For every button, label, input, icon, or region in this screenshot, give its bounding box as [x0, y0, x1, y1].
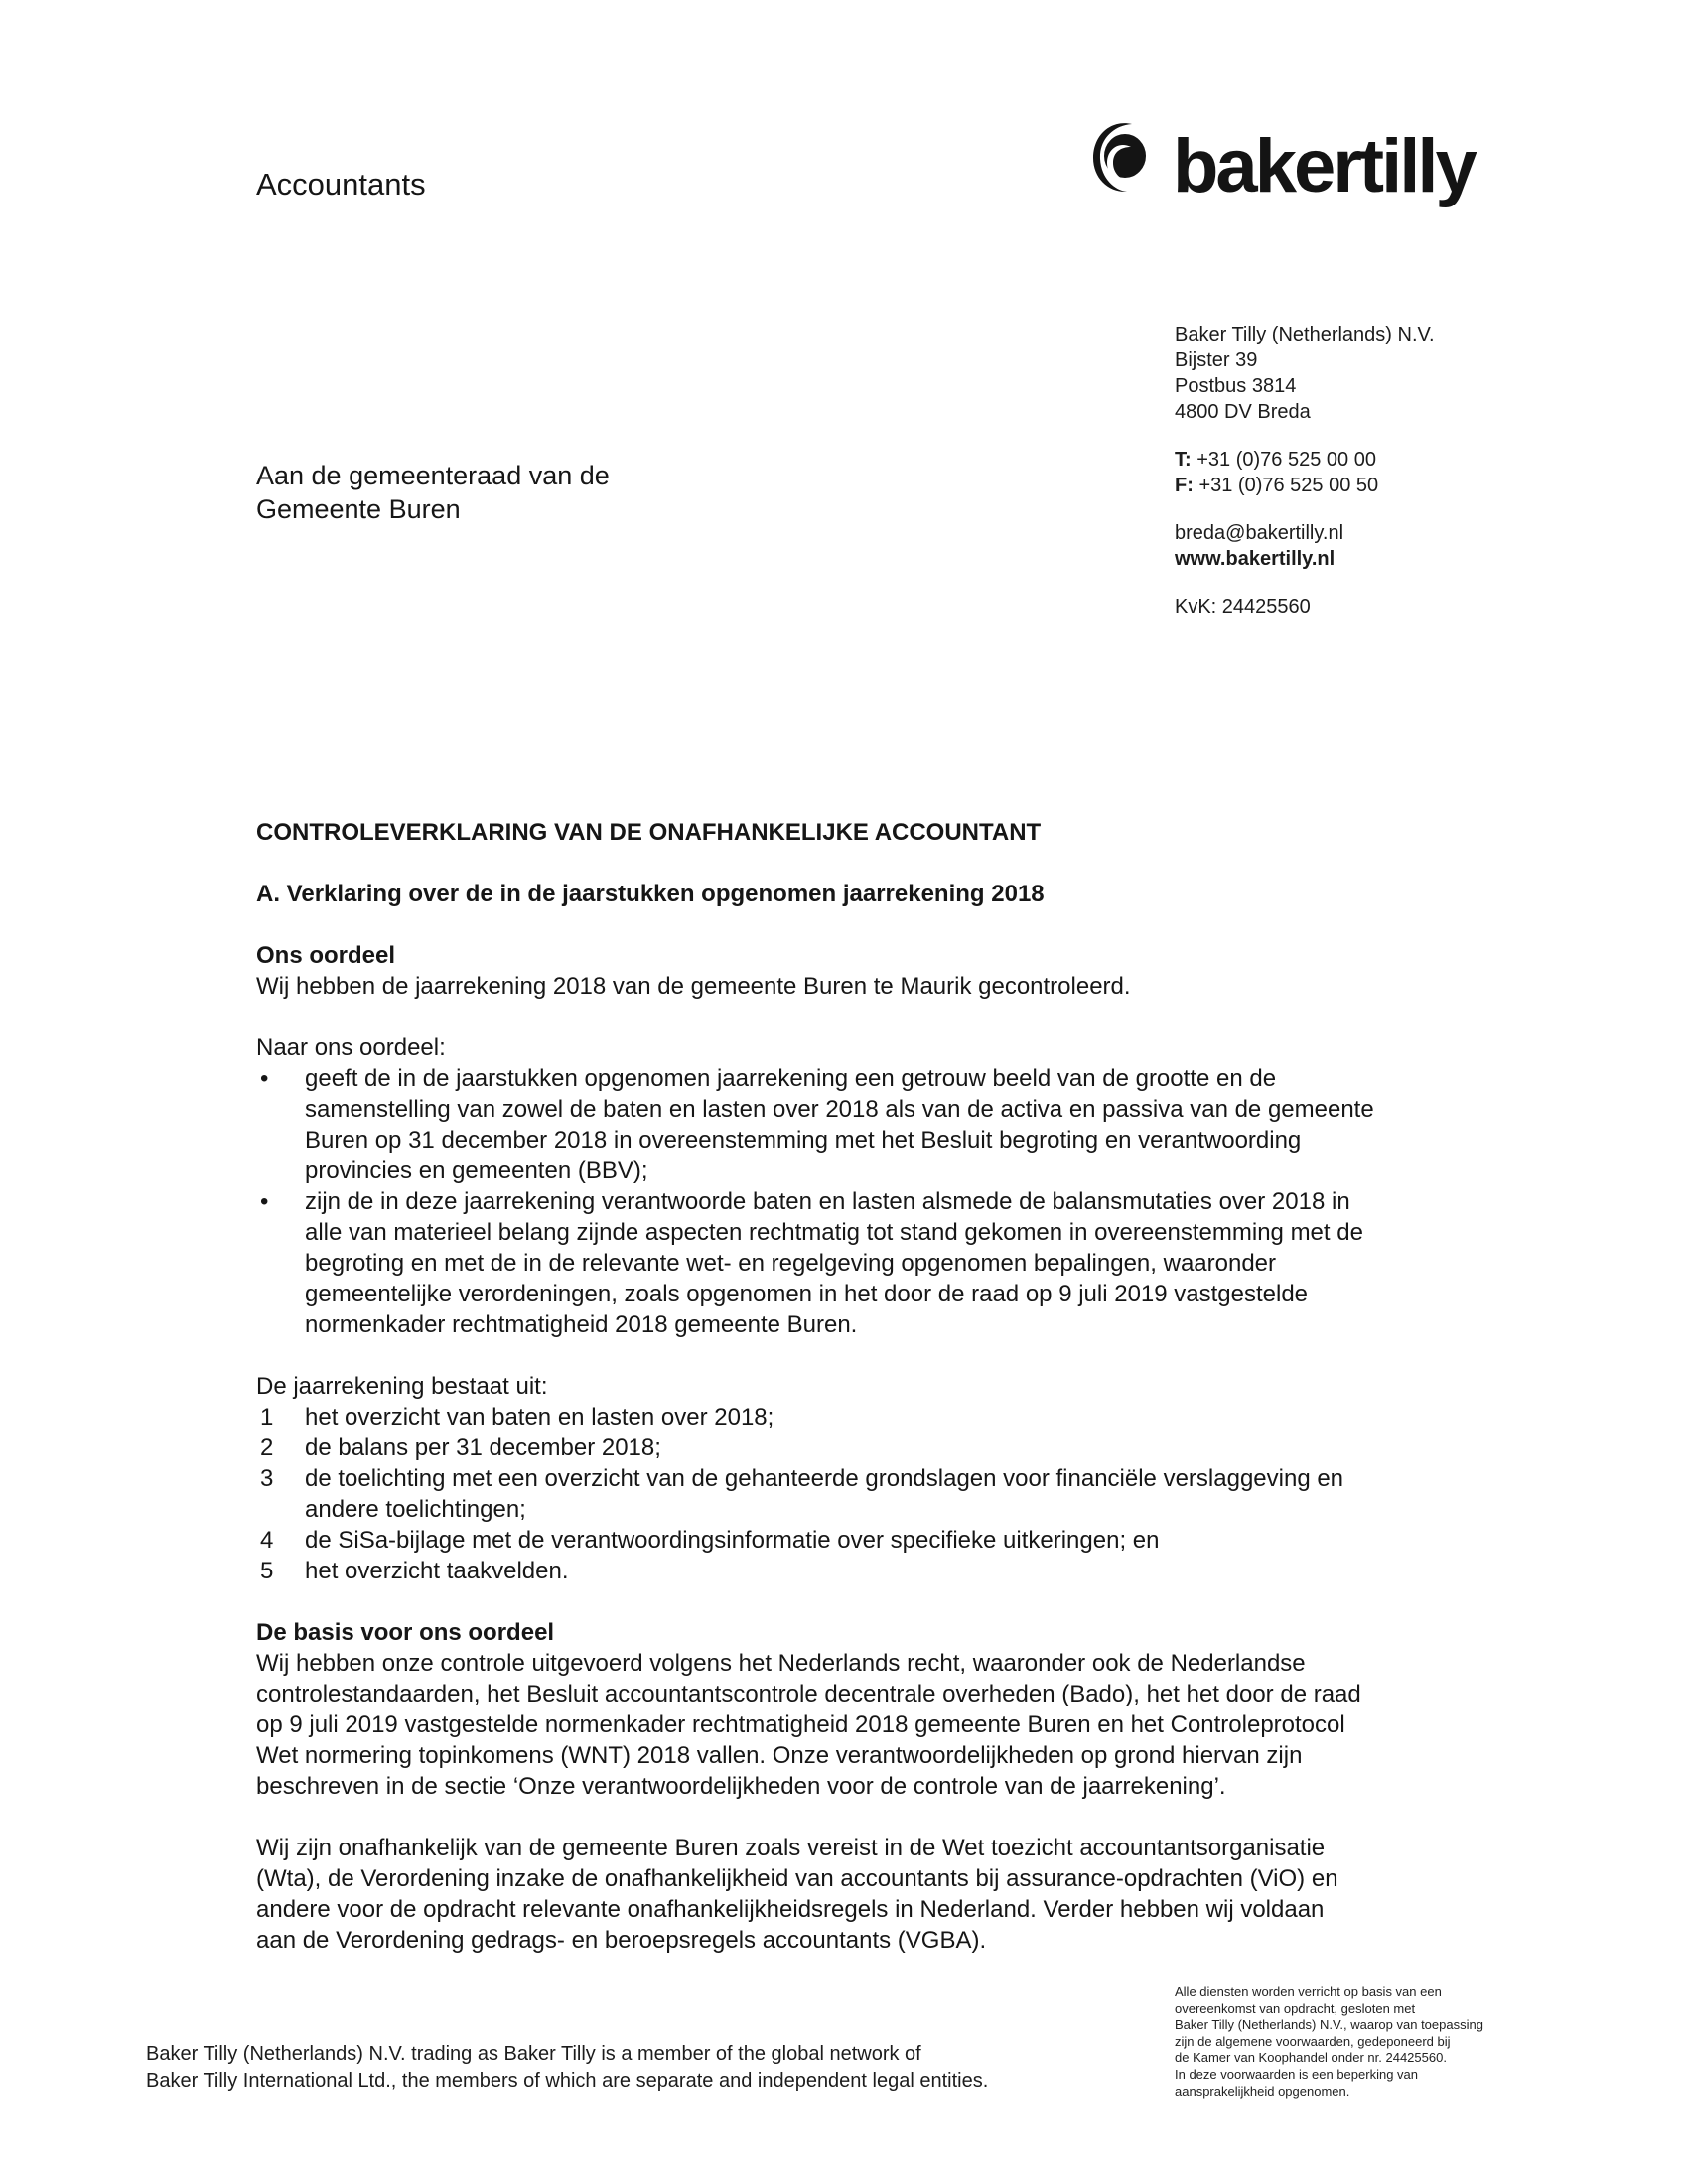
terms-line: overeenkomst van opdracht, gesloten met — [1175, 2000, 1416, 2016]
components-list — [256, 1402, 1444, 1586]
basis-paragraph-line: (Wta), de Verordening inzake de onafhankelijkheid van accountants bij assurance-opdrachten (ViO) en — [256, 1865, 1338, 1892]
opinion-intro: Wij hebben de jaarrekening 2018 van de gemeente Buren te Maurik gecontroleerd. — [256, 973, 1131, 1000]
basis-paragraph-line: Wij hebben onze controle uitgevoerd volgens het Nederlands recht, waaronder ook de Nederlandse — [256, 1650, 1306, 1677]
component-number: 4 — [260, 1527, 274, 1554]
bullet-line: normenkader rechtmatigheid 2018 gemeente Buren. — [305, 1311, 858, 1338]
basis-paragraph-line: beschreven in de sectie ‘Onze verantwoordelijkheden voor de controle van de jaarrekening’. — [256, 1773, 1226, 1800]
component-line: het overzicht van baten en lasten over 2018; — [305, 1404, 774, 1431]
component-item — [256, 1463, 1444, 1525]
email-text: breda@bakertilly.nl — [1175, 522, 1344, 544]
basis-paragraph-line: controlestandaarden, het Besluit accountantscontrole decentrale overheden (Bado), het het door de raad — [256, 1681, 1361, 1707]
sender-address-line: Postbus 3814 — [1175, 375, 1297, 397]
opinion-lead: Naar ons oordeel: — [256, 1034, 446, 1061]
basis-paragraph-line: aan de Verordening gedrags- en beroepsregels accountants (VGBA). — [256, 1927, 987, 1954]
terms-line: de Kamer van Koophandel onder nr. 24425560. — [1175, 2050, 1447, 2066]
phone-row — [1175, 447, 1435, 473]
bakertilly-logo — [1089, 121, 1546, 240]
recipient-line: Aan de gemeenteraad van de — [256, 461, 610, 490]
recipient-block — [256, 459, 610, 526]
fax-number: +31 (0)76 525 00 50 — [1198, 475, 1379, 496]
component-line: de toelichting met een overzicht van de gehanteerde grondslagen voor financiële verslaggeving en — [305, 1465, 1344, 1492]
terms-line: Alle diensten worden verricht op basis van een — [1175, 1984, 1442, 1999]
fax-row — [1175, 473, 1435, 498]
sender-address-group — [1175, 322, 1435, 425]
component-line: de balans per 31 december 2018; — [305, 1434, 661, 1461]
terms-line: aansprakelijkheid opgenomen. — [1175, 2083, 1350, 2099]
component-number: 3 — [260, 1465, 274, 1492]
basis-paragraph-line: andere voor de opdracht relevante onafhankelijkheidsregels in Nederland. Verder hebben wij voldaan — [256, 1896, 1325, 1923]
letter-title: CONTROLEVERKLARING VAN DE ONAFHANKELIJKE ACCOUNTANT — [256, 819, 1042, 846]
opinion-heading: Ons oordeel — [256, 942, 396, 969]
component-number: 2 — [260, 1434, 274, 1461]
sender-company: Baker Tilly (Netherlands) N.V. — [1175, 324, 1435, 345]
basis-paragraph-line: op 9 juli 2019 vastgestelde normenkader rechtmatigheid 2018 gemeente Buren en het Controleprotocol — [256, 1711, 1345, 1738]
phone-label: T: — [1175, 449, 1192, 471]
department-label: Accountants — [256, 167, 426, 202]
bullet-marker: • — [260, 1065, 269, 1092]
components-intro: De jaarrekening bestaat uit: — [256, 1373, 548, 1400]
footer-terms — [1175, 1984, 1483, 2100]
bullet-line: gemeentelijke verordeningen, zoals opgenomen in het door de raad op 9 juli 2019 vastgestelde — [305, 1281, 1309, 1307]
terms-line: In deze voorwaarden is een beperking van — [1175, 2066, 1418, 2082]
bullet-line: provincies en gemeenten (BBV); — [305, 1158, 648, 1184]
footer-legal-line: Baker Tilly International Ltd., the members of which are separate and independent legal entities. — [146, 2070, 989, 2092]
basis-paragraph-line: Wij zijn onafhankelijk van de gemeente Buren zoals vereist in de Wet toezicht accountantsorganisatie — [256, 1835, 1326, 1861]
recipient-line: Gemeente Buren — [256, 494, 461, 524]
sender-web-group — [1175, 520, 1435, 572]
component-item — [256, 1525, 1444, 1556]
component-item — [256, 1402, 1444, 1433]
bullet-line: begroting en met de in de relevante wet- en regelgeving opgenomen bepalingen, waaronder — [305, 1250, 1277, 1277]
terms-line: Baker Tilly (Netherlands) N.V., waarop van toepassing — [1175, 2017, 1483, 2033]
bakertilly-spiral-icon — [1089, 121, 1153, 195]
kvk-group — [1175, 594, 1435, 619]
component-number: 1 — [260, 1404, 274, 1431]
sender-block — [1175, 322, 1435, 619]
bullet-line: zijn de in deze jaarrekening verantwoorde baten en lasten alsmede de balansmutaties over 2018 in — [305, 1188, 1350, 1215]
component-item — [256, 1433, 1444, 1463]
sender-address-line: Bijster 39 — [1175, 349, 1258, 371]
bakertilly-wordmark: bakertilly — [1173, 124, 1475, 208]
section-a-heading: A. Verklaring over de in de jaarstukken opgenomen jaarrekening 2018 — [256, 881, 1045, 907]
sender-address-line: 4800 DV Breda — [1175, 401, 1311, 423]
bullet-line: alle van materieel belang zijnde aspecten rechtmatig tot stand gekomen in overeenstemming met de — [305, 1219, 1363, 1246]
terms-line: zijn de algemene voorwaarden, gedeponeerd bij — [1175, 2033, 1451, 2049]
footer-legal-line: Baker Tilly (Netherlands) N.V. trading as Baker Tilly is a member of the global network of — [146, 2043, 921, 2065]
letter-body — [256, 817, 1444, 1956]
opinion-bullet-list — [256, 1063, 1444, 1340]
component-line: het overzicht taakvelden. — [305, 1558, 569, 1584]
bullet-line: geeft de in de jaarstukken opgenomen jaarrekening een getrouw beeld van de grootte en de — [305, 1065, 1277, 1092]
basis-paragraph-line: Wet normering topinkomens (WNT) 2018 vallen. Onze verantwoordelijkheden op grond hiervan zijn — [256, 1742, 1303, 1769]
footer-legal — [146, 2041, 988, 2095]
website-text: www.bakertilly.nl — [1175, 548, 1336, 570]
bullet-marker: • — [260, 1188, 269, 1215]
component-line: andere toelichtingen; — [305, 1496, 526, 1523]
bullet-line: samenstelling van zowel de baten en lasten over 2018 als van de activa en passiva van de gemeente — [305, 1096, 1374, 1123]
bullet-item — [256, 1063, 1444, 1186]
bullet-line: Buren op 31 december 2018 in overeenstemming met het Besluit begroting en verantwoording — [305, 1127, 1302, 1154]
component-line: de SiSa-bijlage met de verantwoordingsinformatie over specifieke uitkeringen; en — [305, 1527, 1160, 1554]
component-item — [256, 1556, 1444, 1586]
sender-phone-group — [1175, 447, 1435, 498]
component-number: 5 — [260, 1558, 274, 1584]
phone-number: +31 (0)76 525 00 00 — [1196, 449, 1376, 471]
kvk-number: KvK: 24425560 — [1175, 596, 1311, 617]
basis-paragraph-2 — [256, 1833, 1444, 1956]
fax-label: F: — [1175, 475, 1194, 496]
basis-heading: De basis voor ons oordeel — [256, 1619, 555, 1646]
bullet-item — [256, 1186, 1444, 1340]
basis-paragraph-1 — [256, 1648, 1444, 1802]
